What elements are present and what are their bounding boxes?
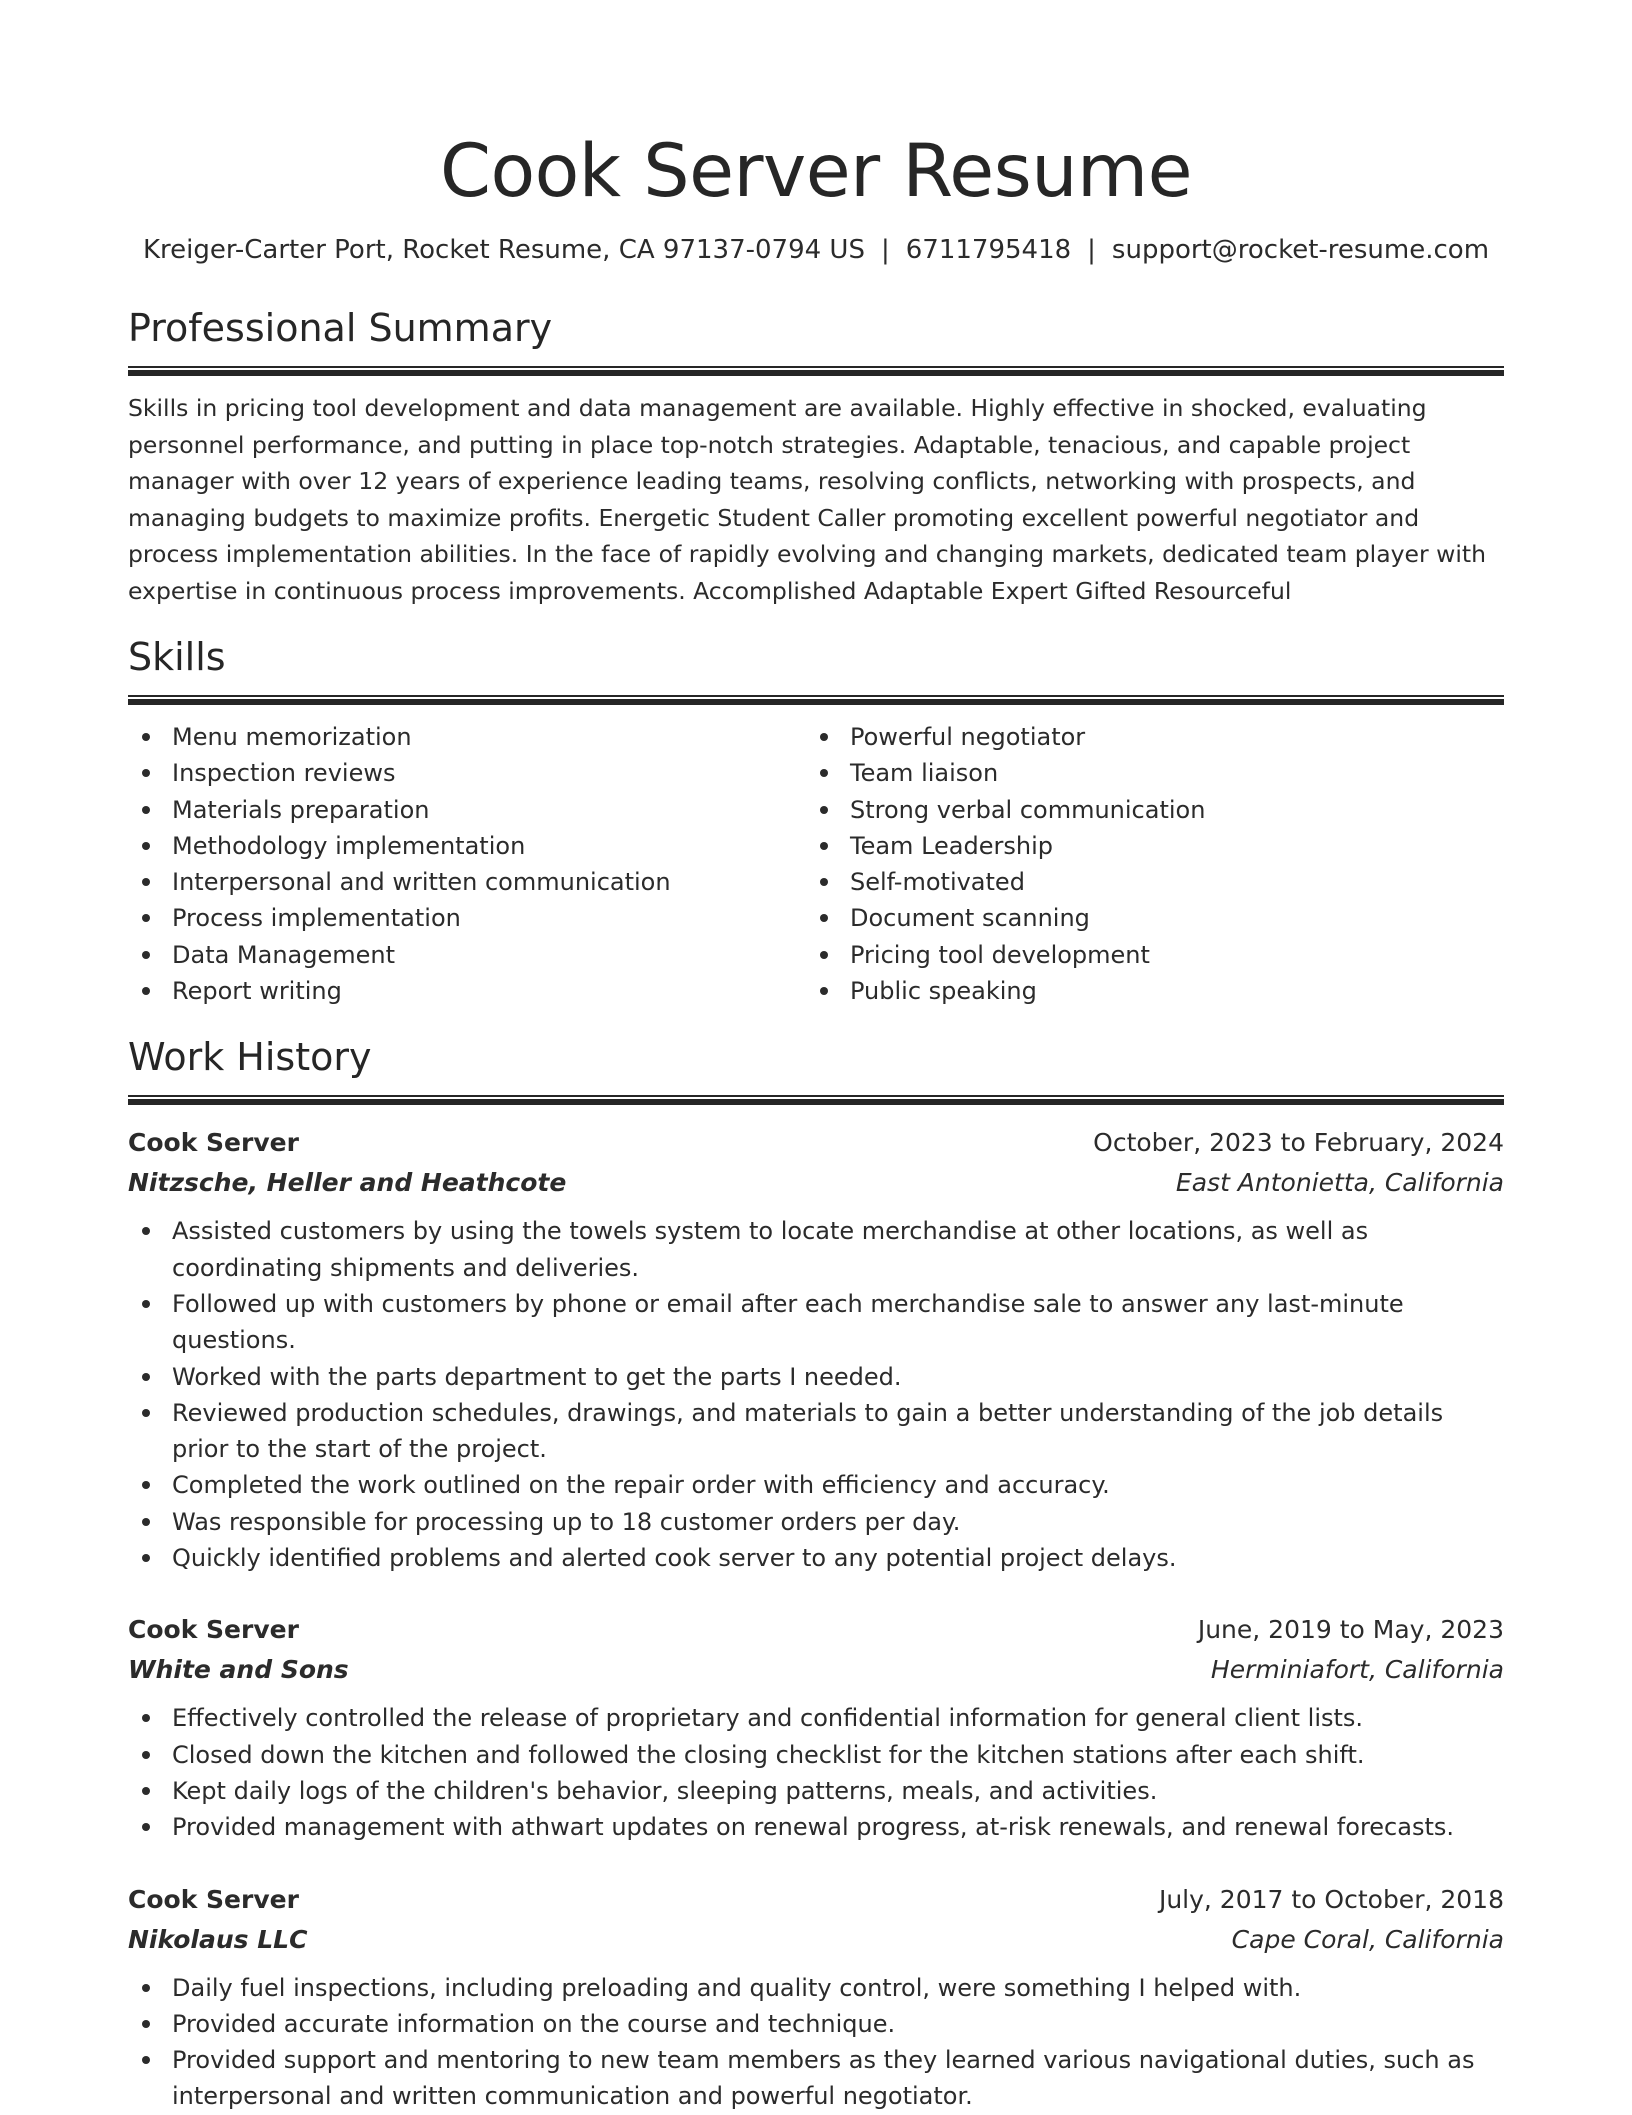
list-item-text: Public speaking <box>850 977 1037 1006</box>
list-item-text: Provided accurate information on the course and technique. <box>172 2009 896 2038</box>
list-item <box>128 1540 1504 1576</box>
bullet-icon <box>142 951 150 959</box>
section-rule <box>128 1095 1504 1105</box>
list-item <box>806 864 1504 900</box>
jobs-list <box>128 1123 1504 2114</box>
list-item-text: Self-motivated <box>850 868 1025 897</box>
bullet-icon <box>142 987 150 995</box>
resume-page <box>128 0 1504 2115</box>
bullet-icon <box>142 914 150 922</box>
job-company: White and Sons <box>128 1655 349 1685</box>
list-item <box>128 719 806 755</box>
skills-column-right <box>806 719 1504 1009</box>
list-item <box>806 755 1504 791</box>
list-item <box>128 1395 1504 1468</box>
bullet-icon <box>820 987 828 995</box>
bullet-icon <box>142 1300 150 1308</box>
list-item-text: Report writing <box>172 977 342 1006</box>
bullet-icon <box>142 1373 150 1381</box>
skills-columns <box>128 719 1504 1009</box>
list-item-text: Materials preparation <box>172 795 430 824</box>
list-item-text: Closed down the kitchen and followed the closing checklist for the kitchen stations after each shift. <box>172 1740 1365 1769</box>
job-title: Cook Server <box>128 1615 299 1645</box>
job-dates: October, 2023 to February, 2024 <box>1093 1128 1504 1158</box>
bullet-icon <box>142 1227 150 1235</box>
list-item <box>806 719 1504 755</box>
list-item <box>128 864 806 900</box>
bullet-icon <box>820 733 828 741</box>
job-dates: June, 2019 to May, 2023 <box>1197 1615 1504 1645</box>
list-item-text: Team liaison <box>850 759 999 788</box>
bullet-icon <box>142 1787 150 1795</box>
job-company-row <box>128 1650 1504 1690</box>
list-item <box>128 1504 1504 1540</box>
skills-column-left <box>128 719 806 1009</box>
bullet-icon <box>142 1823 150 1831</box>
list-item <box>128 1773 1504 1809</box>
bullet-icon <box>142 1714 150 1722</box>
list-item <box>128 1737 1504 1773</box>
job-title: Cook Server <box>128 1884 299 1914</box>
bullet-icon <box>142 769 150 777</box>
job-company: Nikolaus LLC <box>128 1924 308 1954</box>
list-item <box>128 937 806 973</box>
list-item-text: Strong verbal communication <box>850 795 1206 824</box>
section-rule <box>128 695 1504 705</box>
bullet-icon <box>142 1409 150 1417</box>
bullet-icon <box>142 2056 150 2064</box>
skills-section <box>128 633 1504 1009</box>
list-item <box>128 2042 1504 2115</box>
bullet-icon <box>142 878 150 886</box>
list-item <box>128 1700 1504 1736</box>
list-item-text: Reviewed production schedules, drawings, and materials to gain a better understanding of the job details prior to the start of the project. <box>172 1398 1444 1464</box>
contact-separator: | <box>1087 235 1096 265</box>
list-item-text: Worked with the parts department to get the parts I needed. <box>172 1362 902 1391</box>
bullet-icon <box>820 878 828 886</box>
list-item <box>128 828 806 864</box>
list-item <box>806 828 1504 864</box>
bullet-icon <box>820 769 828 777</box>
list-item <box>128 1359 1504 1395</box>
section-heading: Work History <box>128 1035 372 1080</box>
section-heading: Skills <box>128 635 226 679</box>
job-company-row <box>128 1920 1504 1960</box>
contact-separator: | <box>880 235 890 265</box>
job-entry <box>128 1880 1504 2115</box>
list-item-text: Kept daily logs of the children's behavior, sleeping patterns, meals, and activities. <box>172 1776 1158 1805</box>
job-duties-list <box>128 1700 1504 1845</box>
bullet-icon <box>142 1518 150 1526</box>
bullet-icon <box>820 842 828 850</box>
bullet-icon <box>142 2020 150 2028</box>
job-title: Cook Server <box>128 1128 299 1158</box>
job-entry <box>128 1610 1504 1845</box>
bullet-icon <box>142 1554 150 1562</box>
list-item <box>806 900 1504 936</box>
list-item-text: Methodology implementation <box>172 831 526 860</box>
list-item-text: Process implementation <box>172 904 461 933</box>
list-item-text: Powerful negotiator <box>850 723 1086 751</box>
summary-text: Skills in pricing tool development and data management are available. Highly effective in shocked, evaluating personnel performance, and putting in place top-notch strategies. Adaptable, tenacious, and capable project manager with over 12 years of experience leading teams, resolving conflicts, networking with prospects, and managing budgets to maximize profits. Energetic Student Caller promoting excellent powerful negotiator and process implementation abilities. In the face of rapidly evolving and changing markets, dedicated team player with expertise in continuous process improvements. Accomplished Adaptable Expert Gifted Resourceful <box>128 394 1486 605</box>
job-location: East Antonietta, California <box>1175 1168 1504 1198</box>
skills-list <box>806 719 1504 1009</box>
job-header-row <box>128 1880 1504 1920</box>
job-company-row <box>128 1163 1504 1203</box>
skills-list <box>128 719 806 1009</box>
contact-phone: 6711795418 <box>905 235 1072 265</box>
list-item-text: Provided management with athwart updates on renewal progress, at-risk renewals, and renewal forecasts. <box>172 1813 1454 1842</box>
section-rule <box>128 366 1504 376</box>
list-item <box>128 1467 1504 1503</box>
job-company: Nitzsche, Heller and Heathcote <box>128 1168 567 1198</box>
bullet-icon <box>142 806 150 814</box>
list-item <box>128 1809 1504 1845</box>
resume-title: Cook Server Resume <box>439 129 1193 214</box>
list-item <box>128 900 806 936</box>
bullet-icon <box>142 1481 150 1489</box>
list-item-text: Menu memorization <box>172 723 412 751</box>
bullet-icon <box>142 733 150 741</box>
job-header-row <box>128 1123 1504 1163</box>
professional-summary-section <box>128 304 1504 609</box>
list-item-text: Document scanning <box>850 904 1090 933</box>
contact-email: support@rocket-resume.com <box>1111 235 1490 265</box>
list-item <box>128 1970 1504 2006</box>
bullet-icon <box>142 842 150 850</box>
list-item-text: Data Management <box>172 940 396 969</box>
list-item-text: Was responsible for processing up to 18 customer orders per day. <box>172 1507 961 1536</box>
job-duties-list <box>128 1970 1504 2115</box>
job-location: Cape Coral, California <box>1231 1924 1504 1954</box>
list-item <box>128 1286 1504 1359</box>
list-item-text: Completed the work outlined on the repair order with efficiency and accuracy. <box>172 1471 1110 1500</box>
contact-line <box>128 232 1504 268</box>
list-item-text: Pricing tool development <box>850 940 1150 969</box>
list-item <box>128 1213 1504 1286</box>
list-item-text: Followed up with customers by phone or email after each merchandise sale to answer any last-minute questions. <box>172 1289 1404 1355</box>
bullet-icon <box>820 806 828 814</box>
list-item <box>128 755 806 791</box>
list-item <box>128 792 806 828</box>
job-header-row <box>128 1610 1504 1650</box>
job-duties-list <box>128 1213 1504 1576</box>
list-item <box>128 973 806 1009</box>
list-item <box>806 973 1504 1009</box>
list-item-text: Assisted customers by using the towels system to locate merchandise at other locations, as well as coordinating shipments and deliveries. <box>172 1217 1369 1282</box>
list-item-text: Team Leadership <box>850 831 1053 860</box>
bullet-icon <box>142 1751 150 1759</box>
list-item <box>806 792 1504 828</box>
list-item-text: Inspection reviews <box>172 759 396 788</box>
contact-address: Kreiger-Carter Port, Rocket Resume, CA 97137-0794 US <box>142 235 865 265</box>
list-item-text: Daily fuel inspections, including preloading and quality control, were something I helped with. <box>172 1973 1302 2002</box>
bullet-icon <box>820 951 828 959</box>
job-location: Herminiafort, California <box>1210 1655 1504 1685</box>
list-item <box>806 937 1504 973</box>
list-item-text: Effectively controlled the release of proprietary and confidential information for general client lists. <box>172 1704 1364 1733</box>
job-entry <box>128 1123 1504 1576</box>
list-item-text: Quickly identified problems and alerted cook server to any potential project delays. <box>172 1544 1177 1573</box>
bullet-icon <box>820 914 828 922</box>
section-heading: Professional Summary <box>128 306 553 350</box>
list-item-text: Interpersonal and written communication <box>172 868 671 897</box>
work-history-section <box>128 1033 1504 2114</box>
list-item <box>128 2006 1504 2042</box>
list-item-text: Provided support and mentoring to new team members as they learned various navigational duties, such as interpersonal and written communication and powerful negotiator. <box>172 2046 1475 2111</box>
job-dates: July, 2017 to October, 2018 <box>1158 1884 1504 1914</box>
bullet-icon <box>142 1984 150 1992</box>
